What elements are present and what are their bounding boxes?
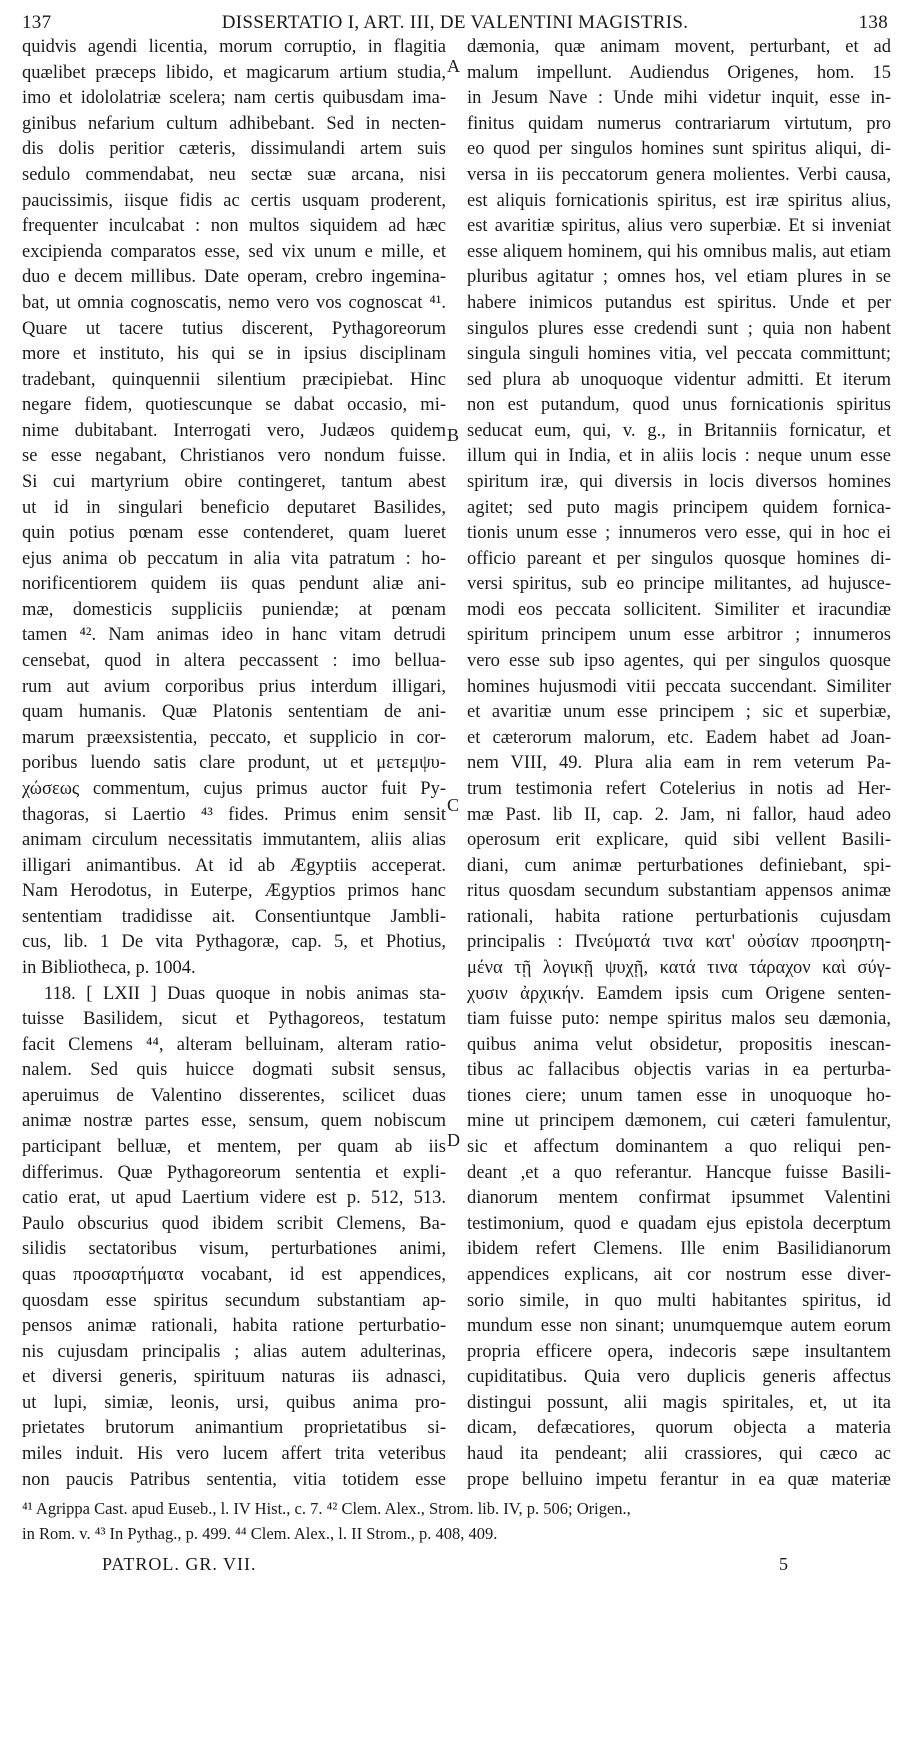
text-line: tiones ciere; unum tamen esse in unoquoque ho-	[467, 1085, 891, 1106]
text-line: ut lupi, simiæ, leonis, ursi, quibus anima pro-	[22, 1392, 446, 1413]
text-line: χώσεως commentum, cujus primus auctor fuit Py-	[22, 778, 446, 799]
text-line: versi spiritus, sub eo principe militantes, ad hujusce-	[467, 574, 891, 595]
margin-mark-d: D	[447, 1130, 460, 1150]
text-line: sedulo commendabat, neu sectæ suæ arcana, nisi	[22, 165, 446, 186]
text-line: Paulo obscurius quod ibidem scribit Clemens, Ba-	[22, 1213, 446, 1234]
text-line: ginibus nefarium cultum adhibebant. Sed in necten-	[22, 113, 446, 134]
footnotes	[22, 1498, 888, 1547]
text-line: tionis unum esse ; innumeros vero esse, qui in hoc ei	[467, 523, 891, 544]
text-line: tibus ac fallacibus objectis varias in ea perturba-	[467, 1060, 891, 1081]
right-column	[467, 35, 891, 1737]
page-footer	[22, 1554, 888, 1584]
text-line: eo quod per singulos homines sunt spiritus aliqui, di-	[467, 139, 891, 160]
text-line: singula singuli homines vitia, vel peccata committunt;	[467, 344, 891, 365]
text-line: testimonium, quod e quadam ejus epistola decerptum	[467, 1213, 891, 1234]
text-line: deant ,et a quo referantur. Hancque fuisse Basili-	[467, 1162, 891, 1183]
text-line: nalem. Sed quis huicce dogmati subsit sensus,	[22, 1060, 446, 1081]
left-column	[22, 35, 446, 1737]
text-line: dicam, defæcatiores, quorum objecta a materia	[467, 1418, 891, 1439]
text-line: quidvis agendi licentia, morum corruptio, in flagitia	[22, 37, 446, 58]
text-line: quosdam esse spiritus secundum substantiam ap-	[22, 1290, 446, 1311]
text-line: sententiam tradidisse ait. Consentiuntque Jambli-	[22, 906, 446, 927]
text-line: se esse negabant, Christianos vero nondum fuisse.	[22, 446, 446, 467]
text-line: ritus quosdam secundum substantiam appensos animæ	[467, 881, 891, 902]
text-line: catio erat, ut apud Laertium videre est p. 512, 513.	[22, 1188, 446, 1209]
text-line: ut id in singulari beneficio deputaret Basilides,	[22, 497, 446, 518]
page-number-left: 137	[22, 12, 52, 33]
text-line: illum qui in India, et in aliis locis : neque unum esse	[467, 446, 891, 467]
text-line: Nam Herodotus, in Euterpe, Ægyptios primos hanc	[22, 881, 446, 902]
text-line: miles induit. His vero lucem affert trita veteribus	[22, 1443, 446, 1464]
text-line: pensos animæ rationali, habita ratione perturbatio-	[22, 1316, 446, 1337]
text-line: homines hujusmodi vitii peccata succendant. Similiter	[467, 676, 891, 697]
text-line: sorio simile, in quo multi habitantes spiritus, id	[467, 1290, 891, 1311]
text-line: agitet; sed puto magis principem quidem fornica-	[467, 497, 891, 518]
text-line: norificentiorem quidem iis quas pendunt aliæ ani-	[22, 574, 446, 595]
text-line: cus, lib. 1 De vita Pythagoræ, cap. 5, et Photius,	[22, 932, 446, 953]
text-line: silidis sectatoribus visum, perturbationes animi,	[22, 1239, 446, 1260]
text-line: ejus anima ob peccatum in alia vita patratum : ho-	[22, 548, 446, 569]
text-line: modi eos peccata sollicitent. Similiter et iracundiæ	[467, 599, 891, 620]
text-line: finitus quidam numerus contrariarum virtutum, pro	[467, 113, 891, 134]
text-line: pluribus agitatur ; omnes hos, vel etiam plures in se	[467, 267, 891, 288]
text-line: quam humanis. Quæ Platonis sententiam de ani-	[22, 702, 446, 723]
text-line: dæmonia, quæ animam movent, perturbant, et ad	[467, 37, 891, 58]
text-line: seducat eum, qui, v. g., in Britanniis fornicatur, et	[467, 420, 891, 441]
text-line: ibidem refert Clemens. Ille enim Basilidianorum	[467, 1239, 891, 1260]
text-line: excipienda comparatos esse, sed vix unum e mille, et	[22, 241, 446, 262]
text-line: cupiditatibus. Quia vero duplicis generis affectus	[467, 1367, 891, 1388]
text-line: operosum erit explicare, quid sibi vellent Basili-	[467, 830, 891, 851]
text-line: χυσιν ἀρχικήν. Eamdem ipsis cum Origene senten-	[467, 983, 891, 1004]
text-line: rationali, habita ratione perturbationis cujusdam	[467, 906, 891, 927]
text-line: frequenter inculcabat : non multos siquidem ad hæc	[22, 216, 446, 237]
text-line: tamen ⁴². Nam animas ideo in hanc vitam detrudi	[22, 625, 446, 646]
text-line: illigari animantibus. At id ab Ægyptiis acceperat.	[22, 855, 446, 876]
text-line: aperuimus de Valentino disserentes, scilicet duas	[22, 1085, 446, 1106]
text-line: quælibet præceps libido, et magicarum artium studia,	[22, 62, 446, 83]
text-line: tiam fuisse puto: nempe spiritus malos seu dæmonia,	[467, 1009, 891, 1030]
text-line: trum testimonia refert Cotelerius in notis ad Her-	[467, 778, 891, 799]
footer-signature: PATROL. GR. VII.	[102, 1554, 257, 1575]
text-line: mundum esse non sinant; unumquemque autem eorum	[467, 1316, 891, 1337]
margin-mark-c: C	[447, 795, 460, 815]
text-line: marum præexsistentia, peccato, et supplicio in cor-	[22, 727, 446, 748]
running-title: DISSERTATIO I, ART. III, DE VALENTINI MAGISTRIS.	[221, 12, 689, 33]
text-line: bat, ut omnia cognoscatis, nemo vero vos cognoscat ⁴¹.	[22, 292, 446, 313]
text-line: paucissimis, iisque fidis ac certis usquam proderent,	[22, 190, 446, 211]
text-line: est avaritiæ spiritus, alius vero superbiæ. Et si inveniat	[467, 216, 891, 237]
text-line: prope belluino impetu ferantur in ea quæ materiæ	[467, 1469, 891, 1490]
footnote-line: ⁴¹ Agrippa Cast. apud Euseb., l. IV Hist., c. 7. ⁴² Clem. Alex., Strom. lib. IV, p. 506; Origen.,	[22, 1499, 631, 1519]
text-line: μένα τῇ λογικῇ ψυχῇ, κατά τινα τάραχον καὶ σύγ-	[467, 957, 891, 978]
text-line: distingui possunt, alii magis spiritales, et, ut ita	[467, 1392, 891, 1413]
text-line: rum aut avium corporibus prius interdum illigari,	[22, 676, 446, 697]
footer-sheet-number: 5	[779, 1554, 788, 1575]
page-number-right: 138	[858, 12, 888, 33]
text-line: differimus. Quæ Pythagoreorum sententia et expli-	[22, 1162, 446, 1183]
text-line: more et instituto, his qui se in ipsius disciplinam	[22, 344, 446, 365]
text-line: et avaritiæ unum esse principem ; sic et superbiæ,	[467, 702, 891, 723]
text-line: quas προσαρτήματα vocabant, id est appendices,	[22, 1264, 446, 1285]
text-line: propria efficere opera, indecoris sæpe insultantem	[467, 1341, 891, 1362]
text-line: negare fidem, quotiescunque se dabat occasio, mi-	[22, 395, 446, 416]
text-line: animam circulum necessitatis immutantem, aliis alias	[22, 830, 446, 851]
text-line: tradebant, quinquennii silentium præcipiebat. Hinc	[22, 369, 446, 390]
text-line: nime dubitabant. Interrogati vero, Judæos quidem	[22, 420, 446, 441]
margin-mark-b: B	[447, 425, 460, 445]
text-line: malum impellunt. Audiendus Origenes, hom. 15	[467, 62, 891, 83]
text-line: dianorum mentem confirmat ipsummet Valentini	[467, 1188, 891, 1209]
text-line: esse aliquem hominem, qui his omnibus malis, aut etiam	[467, 241, 891, 262]
text-line: mæ, domesticis suppliciis puniendæ; at pœnam	[22, 599, 446, 620]
text-line: et diversi generis, spirituum naturas iis adnasci,	[22, 1367, 446, 1388]
text-line: quin potius pœnam esse contenderet, quam lueret	[22, 523, 446, 544]
text-line: principalis : Πνεύματά τινα κατ' οὐσίαν προσηρτη-	[467, 932, 891, 953]
text-line: diani, cum animæ perturbationes definiebant, spi-	[467, 855, 891, 876]
text-line: participant belluæ, et mentem, per quam ab iis	[22, 1137, 446, 1158]
text-line: spiritum principem unum esse arbitror ; innumeros	[467, 625, 891, 646]
text-line: in Bibliotheca, p. 1004.	[22, 957, 196, 978]
text-line: appendices explicans, ait cor nostrum esse diver-	[467, 1264, 891, 1285]
margin-mark-a: A	[447, 56, 460, 76]
text-line: censebat, quod in altera peccassent : imo bellua-	[22, 651, 446, 672]
text-line: est aliquis fornicationis spiritus, est iræ spiritus alius,	[467, 190, 891, 211]
text-line: non paucis Patribus sententia, vitia totidem esse	[22, 1469, 446, 1490]
footnote-line: in Rom. v. ⁴³ In Pythag., p. 499. ⁴⁴ Clem. Alex., l. II Strom., p. 408, 409.	[22, 1523, 498, 1543]
text-line: duo e decem millibus. Date operam, crebro ingemina-	[22, 267, 446, 288]
text-line: haud ita pendeant; alii crassiores, qui cæco ac	[467, 1443, 891, 1464]
text-line: 118. [ LXII ] Duas quoque in nobis animas sta-	[44, 983, 446, 1004]
text-line: singulos plures esse credendi sunt ; quia non habent	[467, 318, 891, 339]
text-line: Quare ut tacere tutius discerent, Pythagoreorum	[22, 318, 446, 339]
text-line: vero esse sub ipso agentes, qui per singulos quosque	[467, 651, 891, 672]
text-line: tuisse Basilidem, sicut et Pythagoreos, testatum	[22, 1009, 446, 1030]
text-line: dis dolis peritior cæteris, dissimulandi artem suis	[22, 139, 446, 160]
text-line: sed plura ab unoquoque videntur admitti. Et iterum	[467, 369, 891, 390]
text-line: imo et idololatriæ scelera; nam certis quibusdam ima-	[22, 88, 446, 109]
text-line: facit Clemens ⁴⁴, alteram belluinam, alteram ratio-	[22, 1034, 446, 1055]
text-line: et cæterorum malorum, etc. Eadem habet ad Joan-	[467, 727, 891, 748]
text-line: versa in iis peccatorum genera molientes. Verbi causa,	[467, 165, 891, 186]
text-line: prietates brutorum animantium proprietatibus si-	[22, 1418, 446, 1439]
text-line: Si cui martyrium obire contingeret, tantum abest	[22, 472, 446, 492]
text-line: mine ut principem dæmonem, cui cæteri famulentur,	[467, 1111, 891, 1132]
text-line: habere inimicos putandus est spiritus. Unde et per	[467, 292, 891, 313]
text-line: thagoras, si Laertio ⁴³ fides. Primus enim sensit	[22, 804, 446, 825]
text-line: spiritum iræ, qui diversis in locis diversos homines	[467, 472, 891, 492]
text-line: non est putandum, quod unus fornicationis spiritus	[467, 395, 891, 416]
text-line: in Jesum Nave : Unde mihi videtur inquit, esse in-	[467, 88, 891, 109]
text-line: nis cujusdam principalis ; alias autem adulterinas,	[22, 1341, 446, 1362]
text-line: mæ Past. lib II, cap. 2. Jam, ni fallor, haud adeo	[467, 804, 891, 825]
text-line: nem VIII, 49. Plura alia eam in rem veterum Pa-	[467, 753, 891, 774]
text-line: sic et affectum dominantem a quo reliqui pen-	[467, 1137, 891, 1158]
text-line: animæ nostræ partes esse, sensum, quem nobiscum	[22, 1111, 446, 1132]
text-line: officio pareant et per singulos quosque homines di-	[467, 548, 891, 569]
text-line: poribus luendo satis clare produnt, ut et μετεμψυ-	[22, 753, 446, 774]
text-line: quibus anima velut obsidetur, propositis inescan-	[467, 1034, 891, 1055]
